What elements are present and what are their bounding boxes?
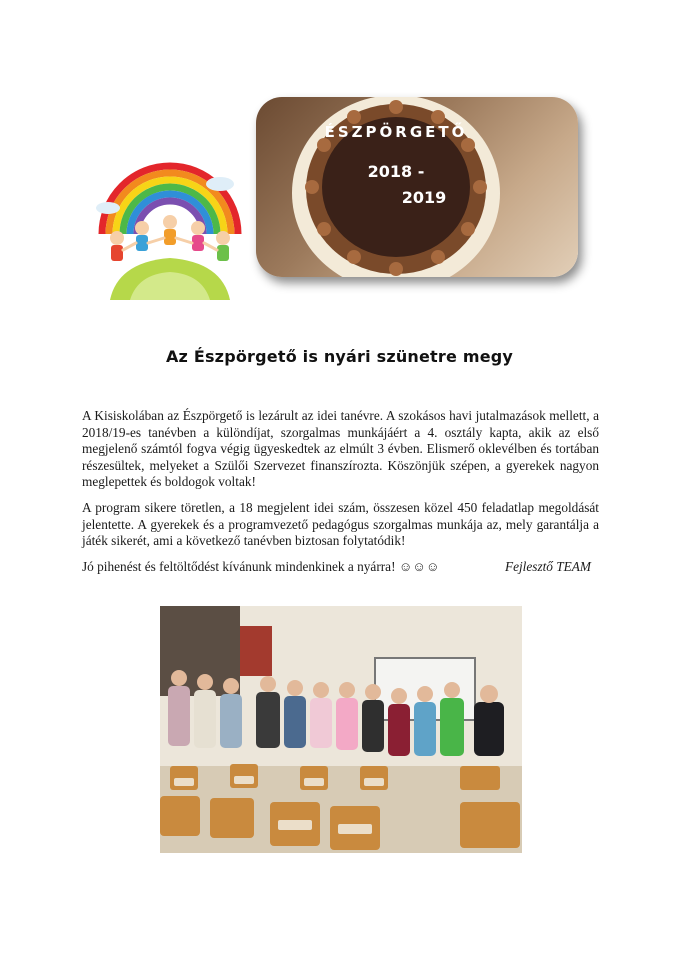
cake-photo — [256, 97, 578, 277]
closing-text: Jó pihenést és feltöltődést kívánunk mindenkinek a nyárra! ☺☺☺ — [82, 558, 440, 574]
class-photo — [160, 606, 522, 853]
cake-year-bottom: 2019 — [401, 188, 447, 207]
cake-brand-text: ÉSZPÖRGETŐ — [324, 123, 468, 141]
closing-row — [82, 559, 599, 576]
signature: Fejlesztő TEAM — [504, 558, 591, 574]
page-title: Az Észpörgető is nyári szünetre megy — [165, 347, 514, 366]
paragraph-1: A Kisiskolában az Észpörgető is lezárult az idei tanévre. A szokásos havi jutalmazások mellett, a 2018/19-es tanévben a különdíjat, szorgalmas munkájáért a 4. osztály kapta, akik az első megjelenő számtól fogva végig ügyeskedtek az elmúlt 3 évben. Elismerő oklevélben és tortában részesültek, melyeket a Szülői Szervezet finanszírozta. Köszönjük szépen, a gyerekek nagyon meglepettek és boldogok voltak! — [82, 408, 599, 490]
rainbow-logo-image — [90, 150, 250, 300]
article-body — [82, 408, 599, 575]
cake-year-top: 2018 - — [367, 162, 425, 181]
paragraph-2: A program sikere töretlen, a 18 megjelent idei szám, összesen közel 450 feladatlap megoldását jelentette. A gyerekek és a programvezető pedagógus szorgalmas munkája az, mely garantálja a játék sikerét, ami a következő tanévben biztosan folytatódik! — [82, 499, 599, 549]
